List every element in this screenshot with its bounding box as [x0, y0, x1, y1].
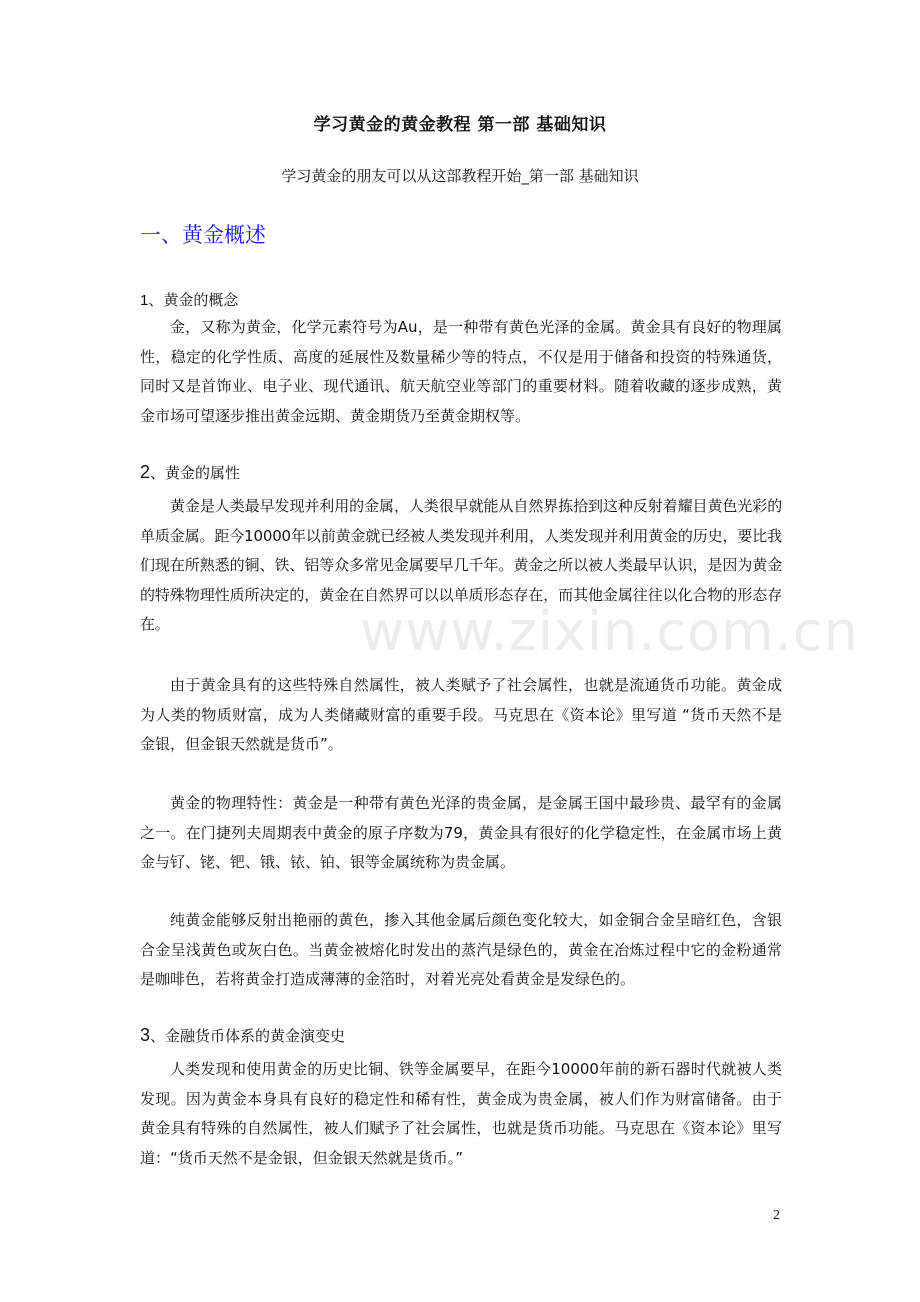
paragraph: 由于黄金具有的这些特殊自然属性，被人类赋予了社会属性，也就是流通货币功能。黄金成为人类的物质财富，成为人类储藏财富的重要手段。马克思在《资本论》里写道 “货币天然不是金银，但金银天然就是货币”。: [140, 676, 782, 753]
section-title: 金融货币体系的黄金演变史: [165, 1027, 346, 1045]
watermark: www.zixin.com.cn: [360, 600, 859, 663]
section-number: 2: [140, 462, 151, 482]
section-heading-3: [140, 1025, 345, 1046]
section-title: 黄金的属性: [165, 464, 241, 482]
section-number: 3: [140, 1025, 151, 1045]
section-number: 1: [140, 292, 149, 309]
paragraph: 人类发现和使用黄金的历史比铜、铁等金属要早，在距今10000年前的新石器时代就被人类发现。因为黄金本身具有良好的稳定性和稀有性，黄金成为贵金属，被人们作为财富储备。由于黄金具有特殊的自然属性，被人们赋予了社会属性，也就是货币功能。马克思在《资本论》里写道：“货币天然不是金银，但金银天然就是货币。”: [140, 1060, 782, 1167]
section-title: 黄金的概念: [163, 291, 239, 309]
page-number: 2: [773, 1208, 780, 1223]
paragraph: 黄金的物理特性：黄金是一种带有黄色光泽的贵金属，是金属王国中最珍贵、最罕有的金属之一。在门捷列夫周期表中黄金的原子序数为79，黄金具有很好的化学稳定性，在金属市场上黄金与钌、铑、钯、锇、铱、铂、银等金属统称为贵金属。: [140, 794, 782, 871]
section-heading-1: [140, 289, 238, 310]
document-subtitle: 学习黄金的朋友可以从这部教程开始_第一部 基础知识: [281, 167, 639, 185]
document-title: 学习黄金的黄金教程 第一部 基础知识: [313, 115, 607, 135]
paragraph: 纯黄金能够反射出艳丽的黄色，掺入其他金属后颜色变化较大，如金铜合金呈暗红色，含银合金呈浅黄色或灰白色。当黄金被熔化时发出的蒸汽是绿色的，黄金在冶炼过程中它的金粉通常是咖啡色，若将黄金打造成薄薄的金箔时，对着光亮处看黄金是发绿色的。: [140, 911, 782, 988]
section-heading-2: [140, 462, 240, 483]
section-separator: 、: [148, 291, 164, 309]
paragraph: 黄金是人类最早发现并利用的金属，人类很早就能从自然界拣拾到这种反射着耀目黄色光彩的单质金属。距今10000年以前黄金就已经被人类发现并利用，人类发现并利用黄金的历史，要比我们现在所熟悉的铜、铁、铝等众多常见金属要早几千年。黄金之所以被人类最早认识，是因为黄金的特殊物理性质所决定的，黄金在自然界可以以单质形态存在，而其他金属往往以化合物的形态存在。: [140, 497, 782, 633]
section-separator: 、: [150, 1027, 166, 1045]
chapter-heading: 一、黄金概述: [140, 223, 266, 247]
section-separator: 、: [150, 464, 166, 482]
paragraph: 金，又称为黄金，化学元素符号为Au，是一种带有黄色光泽的金属。黄金具有良好的物理属性，稳定的化学性质、高度的延展性及数量稀少等的特点，不仅是用于储备和投资的特殊通货，同时又是首饰业、电子业、现代通讯、航天航空业等部门的重要材料。随着收藏的逐步成熟，黄金市场可望逐步推出黄金远期、黄金期货乃至黄金期权等。: [140, 318, 782, 425]
